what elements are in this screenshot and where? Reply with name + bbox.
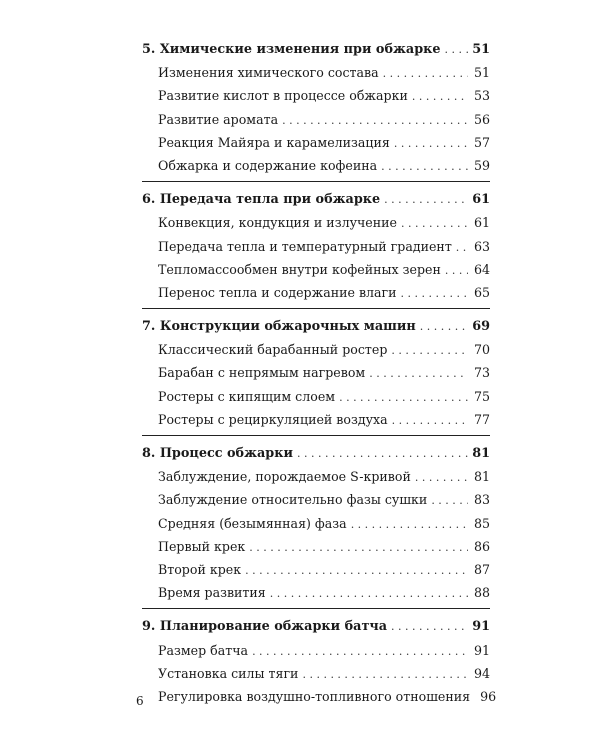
dot-leader <box>456 236 468 259</box>
chapter-title: 6. Передача тепла при обжарке <box>142 192 381 208</box>
entry-page: 87 <box>473 561 490 577</box>
entry-title: Второй крек <box>158 561 242 577</box>
entry-page: 96 <box>480 688 497 704</box>
chapter-5 <box>142 38 490 177</box>
toc-entry[interactable] <box>142 512 490 535</box>
dot-leader <box>391 615 468 638</box>
toc-entry[interactable] <box>142 639 490 662</box>
entry-title: Первый крек <box>158 538 246 554</box>
dot-leader <box>245 559 468 582</box>
entry-page: 51 <box>473 65 490 81</box>
chapter-6 <box>142 188 490 304</box>
entry-title: Изменения химического состава <box>158 65 379 81</box>
entry-page: 64 <box>473 261 490 277</box>
dot-leader <box>369 362 468 385</box>
entry-title: Средняя (безымянная) фаза <box>158 515 347 531</box>
chapter-divider <box>142 308 490 309</box>
entry-page: 86 <box>473 538 490 554</box>
chapter-page: 81 <box>472 446 490 461</box>
entry-page: 91 <box>473 642 490 658</box>
toc-entry[interactable] <box>142 211 490 234</box>
entry-title: Перенос тепла и содержание влаги <box>158 284 397 300</box>
dot-leader <box>401 212 468 235</box>
dot-leader <box>282 109 468 132</box>
toc-entry[interactable] <box>142 61 490 84</box>
entry-title: Ростеры с кипящим слоем <box>158 388 336 404</box>
toc-entry[interactable] <box>142 662 490 685</box>
entry-page: 94 <box>473 665 490 681</box>
entry-page: 73 <box>473 365 490 381</box>
entry-page: 88 <box>473 585 490 601</box>
entry-page: 85 <box>473 515 490 531</box>
chapter-9 <box>142 615 497 708</box>
entry-page: 81 <box>473 469 490 485</box>
toc-entry[interactable] <box>142 235 490 258</box>
chapter-7 <box>142 315 490 431</box>
dot-leader <box>351 513 468 536</box>
dot-leader <box>420 315 468 338</box>
toc-entry[interactable] <box>142 108 490 131</box>
entry-page: 75 <box>473 388 490 404</box>
toc-entry[interactable] <box>142 408 490 431</box>
page-number: 6 <box>136 694 144 708</box>
toc-entry[interactable] <box>142 281 490 304</box>
chapter-divider <box>142 181 490 182</box>
dot-leader <box>297 442 468 465</box>
dot-leader <box>339 386 468 409</box>
toc-entry[interactable] <box>142 84 490 107</box>
dot-leader <box>252 640 468 663</box>
chapter-page: 69 <box>472 319 490 335</box>
dot-leader <box>412 85 468 108</box>
dot-leader <box>445 259 468 282</box>
entry-page: 65 <box>473 284 490 300</box>
toc-entry[interactable] <box>142 131 490 154</box>
dot-leader <box>381 155 468 178</box>
entry-title: Время развития <box>158 585 266 601</box>
dot-leader <box>383 62 468 85</box>
dot-leader <box>392 409 468 432</box>
entry-page: 63 <box>473 238 490 254</box>
dot-leader <box>249 536 468 559</box>
toc-entry[interactable] <box>142 154 490 177</box>
entry-title: Конвекция, кондукция и излучение <box>158 215 397 231</box>
toc-entry[interactable] <box>142 685 497 708</box>
dot-leader <box>415 466 468 489</box>
dot-leader <box>401 282 468 305</box>
entry-title: Классический барабанный ростер <box>158 342 388 358</box>
entry-title: Обжарка и содержание кофеина <box>158 157 378 173</box>
chapter-title: 9. Планирование обжарки батча <box>142 619 388 635</box>
toc-entry[interactable] <box>142 258 490 281</box>
toc-entry[interactable] <box>142 465 490 488</box>
dot-leader <box>431 489 468 512</box>
chapter-heading[interactable] <box>142 38 490 61</box>
entry-title: Заблуждение относительно фазы сушки <box>158 492 428 508</box>
entry-page: 59 <box>473 157 490 173</box>
entry-page: 77 <box>473 411 490 427</box>
toc-entry[interactable] <box>142 535 490 558</box>
entry-page: 61 <box>473 215 490 231</box>
table-of-contents <box>142 38 497 708</box>
dot-leader <box>394 132 468 155</box>
entry-page: 53 <box>473 88 490 104</box>
dot-leader <box>384 188 468 211</box>
chapter-divider <box>142 608 490 609</box>
chapter-page: 61 <box>472 192 490 208</box>
dot-leader <box>391 339 468 362</box>
entry-title: Тепломассообмен внутри кофейных зерен <box>158 261 441 277</box>
chapter-heading[interactable] <box>142 188 490 211</box>
chapter-title: 8. Процесс обжарки <box>142 446 293 461</box>
dot-leader <box>270 582 468 605</box>
chapter-title: 7. Конструкции обжарочных машин <box>142 319 416 335</box>
entry-title: Реакция Майяра и карамелизация <box>158 134 390 150</box>
entry-page: 56 <box>473 111 490 127</box>
chapter-title: 5. Химические изменения при обжарке <box>142 42 441 57</box>
toc-entry[interactable] <box>142 338 490 361</box>
entry-title: Регулировка воздушно-топливного отношения <box>158 688 471 704</box>
toc-entry[interactable] <box>142 488 490 511</box>
toc-entry[interactable] <box>142 581 490 604</box>
entry-title: Ростеры с рециркуляцией воздуха <box>158 411 388 427</box>
chapter-heading[interactable] <box>142 615 490 638</box>
entry-title: Передача тепла и температурный градиент <box>158 238 452 254</box>
entry-title: Барабан с непрямым нагревом <box>158 365 366 381</box>
toc-entry[interactable] <box>142 361 490 384</box>
entry-title: Установка силы тяги <box>158 665 299 681</box>
chapter-page: 91 <box>472 619 490 635</box>
entry-page: 57 <box>473 134 490 150</box>
dot-leader <box>445 38 468 61</box>
entry-page: 70 <box>473 342 490 358</box>
dot-leader <box>302 663 468 686</box>
entry-page: 83 <box>473 492 490 508</box>
entry-title: Заблуждение, порождаемое S-кривой <box>158 469 411 485</box>
chapter-8 <box>142 442 490 604</box>
chapter-heading[interactable] <box>142 315 490 338</box>
entry-title: Развитие кислот в процессе обжарки <box>158 88 408 104</box>
toc-entry[interactable] <box>142 385 490 408</box>
toc-entry[interactable] <box>142 558 490 581</box>
entry-title: Размер батча <box>158 642 249 658</box>
chapter-divider <box>142 435 490 436</box>
entry-title: Развитие аромата <box>158 111 279 127</box>
chapter-page: 51 <box>472 42 490 57</box>
chapter-heading[interactable] <box>142 442 490 465</box>
